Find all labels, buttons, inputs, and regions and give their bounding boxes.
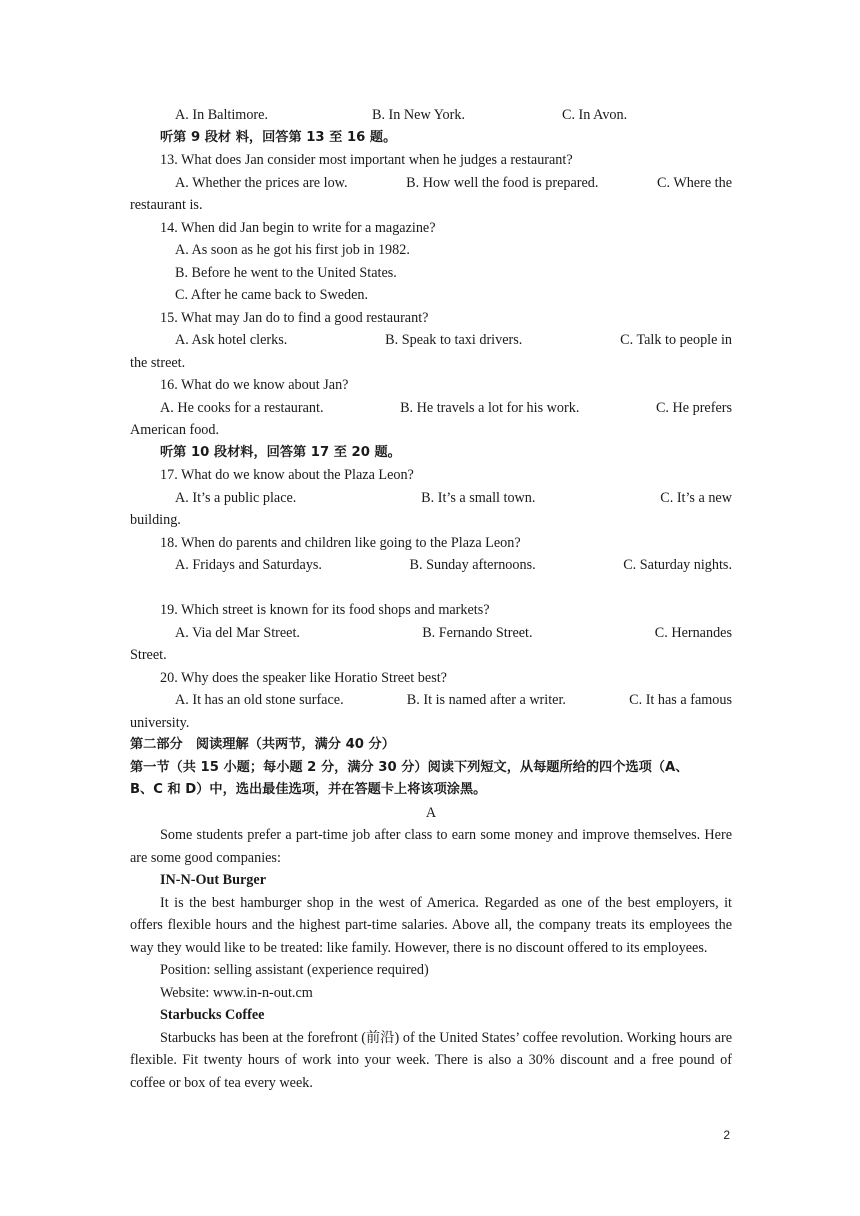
passage-label: A (425, 804, 437, 821)
q18-options (130, 554, 732, 577)
q17-option-b: B. It’s a small town. (421, 489, 536, 506)
q13-option-c-cont: restaurant is. (130, 197, 203, 213)
q13-question: 13. What does Jan consider most important when he judges a restaurant? (160, 152, 573, 168)
company1-name: IN-N-Out Burger (160, 872, 266, 888)
q16-question: 16. What do we know about Jan? (160, 377, 349, 393)
q16-option-c: C. He prefers (655, 399, 732, 416)
section1-heading-line2: B、C 和 D）中，选出最佳选项，并在答题卡上将该项涂黑。 (130, 782, 487, 797)
q12-option-a: A. In Baltimore. (175, 107, 268, 123)
q19-option-a: A. Via del Mar Street. (175, 624, 300, 641)
q13-option-a: A. Whether the prices are low. (175, 174, 348, 191)
q15-options (130, 329, 732, 352)
q20-option-c-cont: university. (130, 714, 190, 731)
q16-option-c-cont: American food. (130, 422, 220, 438)
q19-option-b: B. Fernando Street. (422, 624, 533, 641)
page-number: 2 (723, 1128, 730, 1142)
q19-option-c: C. Hernandes (654, 624, 732, 641)
q12-option-c: C. In Avon. (562, 107, 628, 123)
q20-options (130, 689, 732, 712)
q19-question: 19. Which street is known for its food shops and markets? (160, 602, 490, 618)
q16-option-a: A. He cooks for a restaurant. (160, 399, 324, 416)
q20-option-a: A. It has an old stone surface. (175, 692, 344, 708)
q14-question: 14. When did Jan begin to write for a magazine? (160, 219, 436, 236)
q17-option-c-cont: building. (130, 512, 181, 528)
q13-options (130, 172, 732, 195)
company2-name: Starbucks Coffee (160, 1007, 265, 1023)
company1-website: Website: www.in-n-out.cm (160, 984, 313, 1001)
q17-question: 17. What do we know about the Plaza Leon? (160, 467, 414, 483)
q15-question: 15. What may Jan do to find a good restaurant? (160, 309, 429, 326)
q15-option-b: B. Speak to taxi drivers. (385, 332, 523, 348)
q17-option-a: A. It’s a public place. (175, 489, 297, 506)
intro-paragraph: Some students prefer a part-time job after class to earn some money and improve themselves. Here are some good companies: (130, 827, 732, 866)
q14-option-c: C. After he came back to Sweden. (175, 287, 369, 303)
q16-option-b: B. He travels a lot for his work. (400, 399, 580, 416)
q18-option-b: B. Sunday afternoons. (409, 557, 536, 573)
q12-options (130, 104, 732, 127)
q12-option-b: B. In New York. (372, 107, 466, 123)
q13-option-c: C. Where the (657, 174, 732, 191)
section9-heading: 听第 9 段材 料，回答第 13 至 16 题。 (160, 129, 397, 145)
q19-options (130, 622, 732, 645)
section10-heading: 听第 10 段材料，回答第 17 至 20 题。 (160, 444, 401, 460)
q17-option-c: C. It’s a new (660, 489, 732, 506)
q15-option-a: A. Ask hotel clerks. (175, 332, 288, 348)
company1-description: It is the best hamburger shop in the west of America. Regarded as one of the best employers, it offers flexible hours and the highest part-time salaries. Above all, the company treats its employees the way they would like to be treated: like family. However, there is no discount offered to its employees. (130, 894, 732, 956)
q16-options (130, 397, 732, 420)
spacer (130, 577, 732, 600)
document-page (130, 104, 732, 1094)
q18-question: 18. When do parents and children like going to the Plaza Leon? (160, 534, 521, 551)
q14-option-b: B. Before he went to the United States. (175, 264, 397, 281)
q14-option-a: A. As soon as he got his first job in 1982. (175, 242, 410, 258)
q20-option-b: B. It is named after a writer. (406, 692, 566, 708)
q19-option-c-cont: Street. (130, 647, 167, 663)
company1-position: Position: selling assistant (experience required) (160, 962, 429, 978)
q15-option-c-cont: the street. (130, 354, 186, 371)
q18-option-a: A. Fridays and Saturdays. (175, 557, 322, 573)
q13-option-b: B. How well the food is prepared. (406, 174, 599, 191)
q20-question: 20. Why does the speaker like Horatio Street best? (160, 669, 447, 686)
part2-heading: 第二部分 阅读理解（共两节，满分 40 分） (130, 737, 395, 752)
company2-description: Starbucks has been at the forefront (前沿) of the United States’ coffee revolution. Working hours are flexible. Fit twenty hours of work into your week. There is also a 30% discount and a free pound of coffee or box of tea every week. (130, 1029, 732, 1091)
q15-option-c: C. Talk to people in (620, 332, 732, 348)
q20-option-c: C. It has a famous (629, 692, 732, 708)
q17-options (130, 487, 732, 510)
section1-heading-line1: 第一节（共 15 小题；每小题 2 分，满分 30 分）阅读下列短文，从每题所给的四个选项（A、 (130, 759, 689, 775)
q18-option-c: C. Saturday nights. (623, 557, 732, 573)
